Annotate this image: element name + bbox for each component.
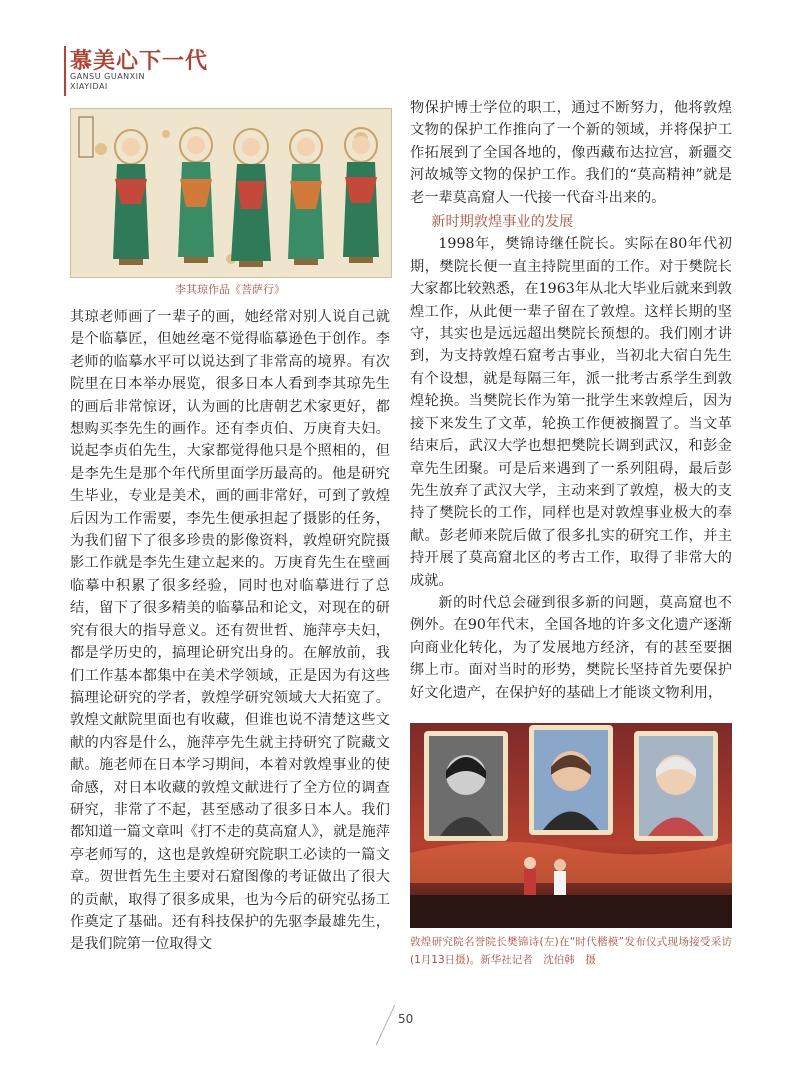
masthead-sub-line2: XIAYIDAI <box>70 82 108 91</box>
figure1-caption: 李其琼作品《菩萨行》 <box>175 283 285 296</box>
masthead-bar <box>64 46 66 96</box>
section-title: 新时期敦煌事业的发展 <box>431 214 574 231</box>
figure2-caption: 敦煌研究院名誉院长樊锦诗(左)在“时代楷模”发布仪式现场接受采访(1月13日摄)。新华社记者 沈伯韩 摄 <box>410 936 732 966</box>
award-ceremony-illustration <box>410 723 732 928</box>
bodhisattva-painting <box>70 108 392 278</box>
page-number-divider <box>376 1005 396 1045</box>
bodhisattva-painting-illustration <box>71 109 391 277</box>
masthead-sub-line1: GANSU GUANXIN <box>70 72 145 81</box>
left-column <box>70 306 390 956</box>
right-paragraph-2: 1998年，樊锦诗继任院长。实际在80年代初期，樊院长便一直主持院里面的工作。对于樊院长大家都比较熟悉，在1963年从北大毕业后就来到敦煌工作，从此便一辈子留在了敦煌。这样长期的坚守，其实也是远远超出樊院长预想的。我们刚才讲到，为支持敦煌石窟考古事业，当初北大宿白先生有个设想，就是每隔三年，派一批考古系学生到敦煌轮换。当樊院长作为第一批学生来敦煌后，因为接下来发生了文革，轮换工作便被搁置了。当文革结束后，武汉大学也想把樊院长调到武汉，和彭金章先生团聚。可是后来遇到了一系列阻碍，最后彭先生放弃了武汉大学，主动来到了敦煌，极大的支持了樊院长的工作，同样也是对敦煌事业极大的奉献。彭老师来院后做了很多扎实的研究工作，并主持开展了莫高窟北区的考古工作，取得了非常大的成就。 <box>410 236 732 589</box>
masthead-title: 慕美心下一代 <box>70 48 209 74</box>
right-paragraph-1: 物保护博士学位的职工，通过不断努力，他将敦煌文物的保护工作推向了一个新的领域，并将保护工作拓展到了全国各地的，像西藏布达拉宫，新疆交河故城等文物的保护工作。我们的“莫高精神”就是老一辈莫高窟人一代接一代奋斗出来的。 <box>410 100 732 206</box>
masthead <box>70 44 209 104</box>
page-number: 50 <box>398 1012 414 1026</box>
masthead-subtitle <box>70 72 145 92</box>
left-paragraph: 其琼老师画了一辈子的画，她经常对别人说自己就是个临摹匠，但她丝毫不觉得临摹逊色于创作。李老师的临摹水平可以说达到了非常高的境界。有次院里在日本举办展览，很多日本人看到李其琼先生的画后非常惊讶，认为画的比唐朝艺术家更好，都想购买李先生的画作。还有李贞伯、万庚育夫妇。说起李贞伯先生，大家都觉得他只是个照相的，但是李先生是那个年代所里面学历最高的。他是研究生毕业，专业是美术，画的画非常好，可到了敦煌后因为工作需要，李先生便承担起了摄影的任务，为我们留下了很多珍贵的影像资料，敦煌研究院摄影工作就是李先生建立起来的。万庚育先生在壁画临摹中积累了很多经验，同时也对临摹进行了总结，留下了很多精美的临摹品和论文，对现在的研究有很大的指导意义。还有贺世哲、施萍亭夫妇，都是学历史的，搞理论研究出身的。在解放前，我们工作基本都集中在美术学领域，正是因为有这些搞理论研究的学者，敦煌学研究领域大大拓宽了。敦煌文献院里面也有收藏，但谁也说不清楚这些文献的内容是什么，施萍亭先生就主持研究了院藏文献。施老师在日本学习期间，本着对敦煌事业的使命感，对日本收藏的敦煌文献进行了全方位的调查研究，非常了不起，甚至感动了很多日本人。我们都知道一篇文章叫《打不走的莫高窟人》，就是施萍亭老师写的，这也是敦煌研究院职工必读的一篇文章。贺世哲先生主要对石窟图像的考证做出了很大的贡献，取得了很多成果，也为今后的研究弘扬工作奠定了基础。还有科技保护的先驱李最雄先生，是我们院第一位取得文 <box>70 309 390 953</box>
award-ceremony-photo <box>410 723 732 928</box>
right-column <box>410 97 732 704</box>
right-paragraph-3: 新的时代总会碰到很多新的问题，莫高窟也不例外。在90年代末，全国各地的许多文化遗产逐渐向商业化转化，为了发展地方经济，有的甚至要捆绑上市。面对当时的形势，樊院长坚持首先要保护好文化遗产，在保护好的基础上才能谈文物利用， <box>410 594 732 701</box>
